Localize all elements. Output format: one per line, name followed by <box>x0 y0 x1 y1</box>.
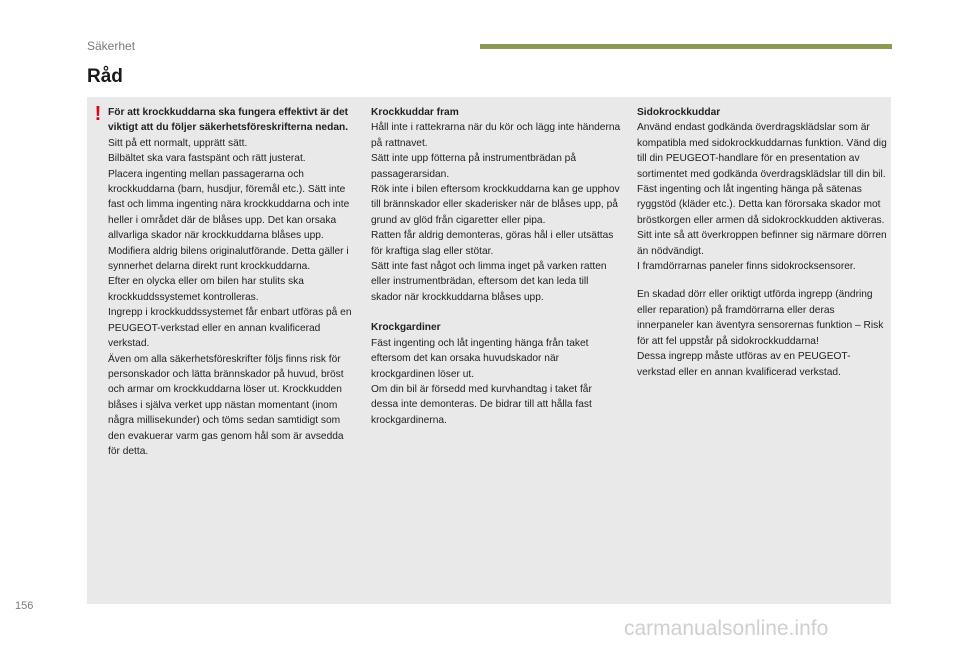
paragraph-gap <box>637 274 887 287</box>
door-damage-body: En skadad dörr eller oriktigt utförda ingrepp (ändring eller reparation) på framdörrarna eller deras innerpaneler kan äventyra sensorernas funktion – Risk för att fel uppstår på sidokrockkuddarna! Dessa ingrepp måste utföras av en PEUGEOT-verkstad eller en annan kvalificerad verkstad. <box>637 289 884 378</box>
advice-panel <box>87 97 891 604</box>
side-airbags-heading: Sidokrockkuddar <box>637 107 721 118</box>
paragraph-gap <box>371 305 621 320</box>
section-label: Säkerhet <box>87 39 136 53</box>
exclamation-warning-icon: ! <box>94 103 102 125</box>
column-general-advice <box>108 105 356 459</box>
page-number: 156 <box>15 600 34 612</box>
curtain-airbags-heading: Krockgardiner <box>371 322 441 334</box>
front-airbags-heading: Krockkuddar fram <box>371 107 459 118</box>
front-airbags-body: Håll inte i rattekrarna när du kör och lägg inte händerna på rattnavet. Sätt inte upp fötterna på instrumentbrädan på passagerarsidan. Rök inte i bilen eftersom krockkuddarna kan ge upphov till brännskador eller skaderisker när de blåses upp, på grund av glöd från cigaretter eller pipa. Ratten får aldrig demonteras, göras hål i eller utsättas för kraftiga slag eller stötar. Sätt inte fast något och limma inget på varken ratten eller instrumentbrädan, eftersom det kan leda till skador när krockkuddarna blåses upp. <box>371 122 621 303</box>
curtain-airbags-body: Fäst ingenting och låt ingenting hänga från taket eftersom det kan orsaka huvudskador när krockgardinen löser ut. Om din bil är försedd med kurvhandtag i taket får dessa inte demonteras. De bidrar till att hålla fast krockgardinerna. <box>371 337 592 426</box>
general-heading: För att krockkuddarna ska fungera effektivt är det viktigt att du följer säkerhetsföreskrifterna nedan. <box>108 107 349 134</box>
header-rule <box>480 44 892 49</box>
general-body: Sitt på ett normalt, upprätt sätt. Bilbältet ska vara fastspänt och rätt justerat. Placera ingenting mellan passagerarna och krockkuddarna (barn, husdjur, föremål etc.). Sätt inte fast och limma ingenting nära krockkuddarna och inte heller i området där de blåses upp. Det kan orsaka allvarliga skador när krockkuddarna blåses upp. Modifiera aldrig bilens originalutförande. Detta gäller i synnerhet delarna direkt runt krockkuddarna. Efter en olycka eller om bilen har stulits ska krockkuddssystemet kontrolleras. Ingrepp i krockkuddssystemet får enbart utföras på en PEUGEOT-verkstad eller en annan kvalificerad verkstad. Även om alla säkerhetsföreskrifter följs finns risk för personskador och lätta brännskador på huvud, bröst och armar om krockkuddarna löser ut. Krockkudden blåses i själva verket upp nästan momentant (inom några millisekunder) och töms sedan samtidigt som den evakuerar varm gas genom hål som är avsedda för detta. <box>108 137 352 457</box>
column-side-airbags <box>637 105 887 380</box>
page-title: Råd <box>87 66 123 87</box>
column-front-airbags <box>371 105 621 428</box>
side-airbags-body: Använd endast godkända överdragsklädslar som är kompatibla med sidokrockkuddarnas funktion. Vänd dig till din PEUGEOT-handlare för en presentation av sortimentet med godkända överdragsklädslar till din bil. Fäst ingenting och låt ingenting hänga på sätenas ryggstöd (kläder etc.). Detta kan förorsaka skador mot bröstkorgen eller armen då sidokrockkudden aktiveras. Sitt inte så att överkroppen befinner sig närmare dörren än nödvändigt. I framdörrarnas paneler finns sidokrocksensorer. <box>637 122 887 273</box>
watermark: carmanualsonline.info <box>624 617 829 640</box>
